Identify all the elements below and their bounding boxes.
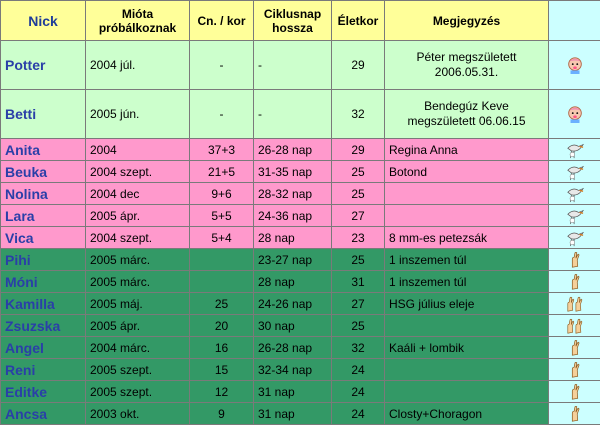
nick-cell: Angel (1, 337, 86, 359)
cn-cell: 9+6 (190, 183, 254, 205)
since-cell: 2005 máj. (86, 293, 190, 315)
cn-cell: 12 (190, 381, 254, 403)
age-cell: 23 (332, 227, 385, 249)
since-cell: 2005 szept. (86, 381, 190, 403)
note-cell: Kaáli + lombik (385, 337, 549, 359)
cycle-cell: 24-26 nap (254, 293, 332, 315)
icon-cell (549, 41, 600, 90)
age-cell: 24 (332, 359, 385, 381)
age-cell: 24 (332, 381, 385, 403)
cn-cell: 16 (190, 337, 254, 359)
header-cn: Cn. / kor (190, 1, 254, 41)
table-row (1, 41, 600, 90)
icon-cell (549, 337, 600, 359)
note-cell (385, 183, 549, 205)
table-row (1, 359, 600, 381)
cycle-cell: 28 nap (254, 271, 332, 293)
nick-cell: Móni (1, 271, 86, 293)
crossed-fingers-double-icon (566, 296, 584, 310)
icon-cell (549, 183, 600, 205)
since-cell: 2004 szept. (86, 227, 190, 249)
crossed-fingers-icon (566, 384, 584, 398)
icon-cell (549, 161, 600, 183)
baby-icon (566, 57, 584, 71)
table-row (1, 403, 600, 425)
header-row (1, 1, 600, 41)
since-cell: 2005 márc. (86, 271, 190, 293)
icon-cell (549, 90, 600, 139)
cycle-cell: 28 nap (254, 227, 332, 249)
nick-cell: Reni (1, 359, 86, 381)
note-cell: Botond (385, 161, 549, 183)
icon-cell (549, 249, 600, 271)
icon-cell (549, 359, 600, 381)
table-body (1, 41, 600, 425)
icon-cell (549, 205, 600, 227)
cn-cell (190, 249, 254, 271)
note-cell: HSG július eleje (385, 293, 549, 315)
since-cell: 2003 okt. (86, 403, 190, 425)
header-note: Megjegyzés (385, 1, 549, 41)
age-cell: 29 (332, 139, 385, 161)
icon-cell (549, 227, 600, 249)
cn-cell: 5+5 (190, 205, 254, 227)
table-row (1, 205, 600, 227)
table-row (1, 293, 600, 315)
age-cell: 31 (332, 271, 385, 293)
table-row (1, 183, 600, 205)
cycle-cell: - (254, 90, 332, 139)
nick-cell: Pihi (1, 249, 86, 271)
cn-cell: 20 (190, 315, 254, 337)
cycle-cell: 32-34 nap (254, 359, 332, 381)
header-nick: Nick (1, 1, 86, 41)
cn-cell: 37+3 (190, 139, 254, 161)
table-row (1, 315, 600, 337)
nick-cell: Zsuzska (1, 315, 86, 337)
table-row (1, 90, 600, 139)
cn-cell: 9 (190, 403, 254, 425)
age-cell: 25 (332, 315, 385, 337)
since-cell: 2004 szept. (86, 161, 190, 183)
nick-cell: Vica (1, 227, 86, 249)
note-cell: Péter megszületett 2006.05.31. (385, 41, 549, 90)
note-cell: 1 inszemen túl (385, 271, 549, 293)
age-cell: 29 (332, 41, 385, 90)
note-cell: 8 mm-es petezsák (385, 227, 549, 249)
header-age: Életkor (332, 1, 385, 41)
table-row (1, 227, 600, 249)
nick-cell: Potter (1, 41, 86, 90)
table-row (1, 139, 600, 161)
age-cell: 32 (332, 337, 385, 359)
nick-cell: Beuka (1, 161, 86, 183)
nick-cell: Ancsa (1, 403, 86, 425)
icon-cell (549, 381, 600, 403)
note-cell: Bendegúz Keve megszületett 06.06.15 (385, 90, 549, 139)
cn-cell: 5+4 (190, 227, 254, 249)
table-row (1, 249, 600, 271)
since-cell: 2005 ápr. (86, 205, 190, 227)
cycle-cell: 31 nap (254, 403, 332, 425)
nick-cell: Nolina (1, 183, 86, 205)
since-cell: 2005 szept. (86, 359, 190, 381)
note-cell (385, 205, 549, 227)
note-cell: Regina Anna (385, 139, 549, 161)
icon-cell (549, 271, 600, 293)
icon-cell (549, 403, 600, 425)
cn-cell (190, 271, 254, 293)
cn-cell: 25 (190, 293, 254, 315)
note-cell (385, 315, 549, 337)
nick-cell: Betti (1, 90, 86, 139)
icon-cell (549, 315, 600, 337)
icon-cell (549, 139, 600, 161)
since-cell: 2004 márc. (86, 337, 190, 359)
note-cell: 1 inszemen túl (385, 249, 549, 271)
cn-cell: 21+5 (190, 161, 254, 183)
since-cell: 2005 márc. (86, 249, 190, 271)
cycle-cell: 24-36 nap (254, 205, 332, 227)
crossed-fingers-icon (566, 274, 584, 288)
crossed-fingers-double-icon (566, 318, 584, 332)
crossed-fingers-icon (566, 362, 584, 376)
cycle-cell: 26-28 nap (254, 337, 332, 359)
age-cell: 24 (332, 403, 385, 425)
crossed-fingers-icon (566, 340, 584, 354)
age-cell: 27 (332, 293, 385, 315)
stork-icon (566, 164, 584, 178)
note-cell (385, 359, 549, 381)
header-cycle: Ciklusnap hossza (254, 1, 332, 41)
nick-cell: Lara (1, 205, 86, 227)
since-cell: 2005 jún. (86, 90, 190, 139)
stork-icon (566, 208, 584, 222)
since-cell: 2004 (86, 139, 190, 161)
table-row (1, 271, 600, 293)
header-icon-column (549, 1, 600, 41)
cn-cell: - (190, 90, 254, 139)
cn-cell: 15 (190, 359, 254, 381)
cn-cell: - (190, 41, 254, 90)
cycle-cell: 30 nap (254, 315, 332, 337)
stork-icon (566, 230, 584, 244)
baby-icon (566, 106, 584, 120)
stork-icon (566, 186, 584, 200)
cycle-cell: 28-32 nap (254, 183, 332, 205)
icon-cell (549, 293, 600, 315)
nick-cell: Kamilla (1, 293, 86, 315)
crossed-fingers-icon (566, 252, 584, 266)
cycle-cell: - (254, 41, 332, 90)
table-row (1, 337, 600, 359)
age-cell: 32 (332, 90, 385, 139)
age-cell: 25 (332, 183, 385, 205)
header-since: Mióta próbálkoznak (86, 1, 190, 41)
cycle-cell: 23-27 nap (254, 249, 332, 271)
since-cell: 2005 ápr. (86, 315, 190, 337)
cycle-cell: 31-35 nap (254, 161, 332, 183)
age-cell: 25 (332, 249, 385, 271)
since-cell: 2004 júl. (86, 41, 190, 90)
nick-cell: Editke (1, 381, 86, 403)
age-cell: 27 (332, 205, 385, 227)
table-row (1, 161, 600, 183)
table-row (1, 381, 600, 403)
cycle-cell: 31 nap (254, 381, 332, 403)
stork-icon (566, 142, 584, 156)
crossed-fingers-icon (566, 406, 584, 420)
age-cell: 25 (332, 161, 385, 183)
note-cell: Closty+Choragon (385, 403, 549, 425)
note-cell (385, 381, 549, 403)
since-cell: 2004 dec (86, 183, 190, 205)
cycle-cell: 26-28 nap (254, 139, 332, 161)
nick-cell: Anita (1, 139, 86, 161)
